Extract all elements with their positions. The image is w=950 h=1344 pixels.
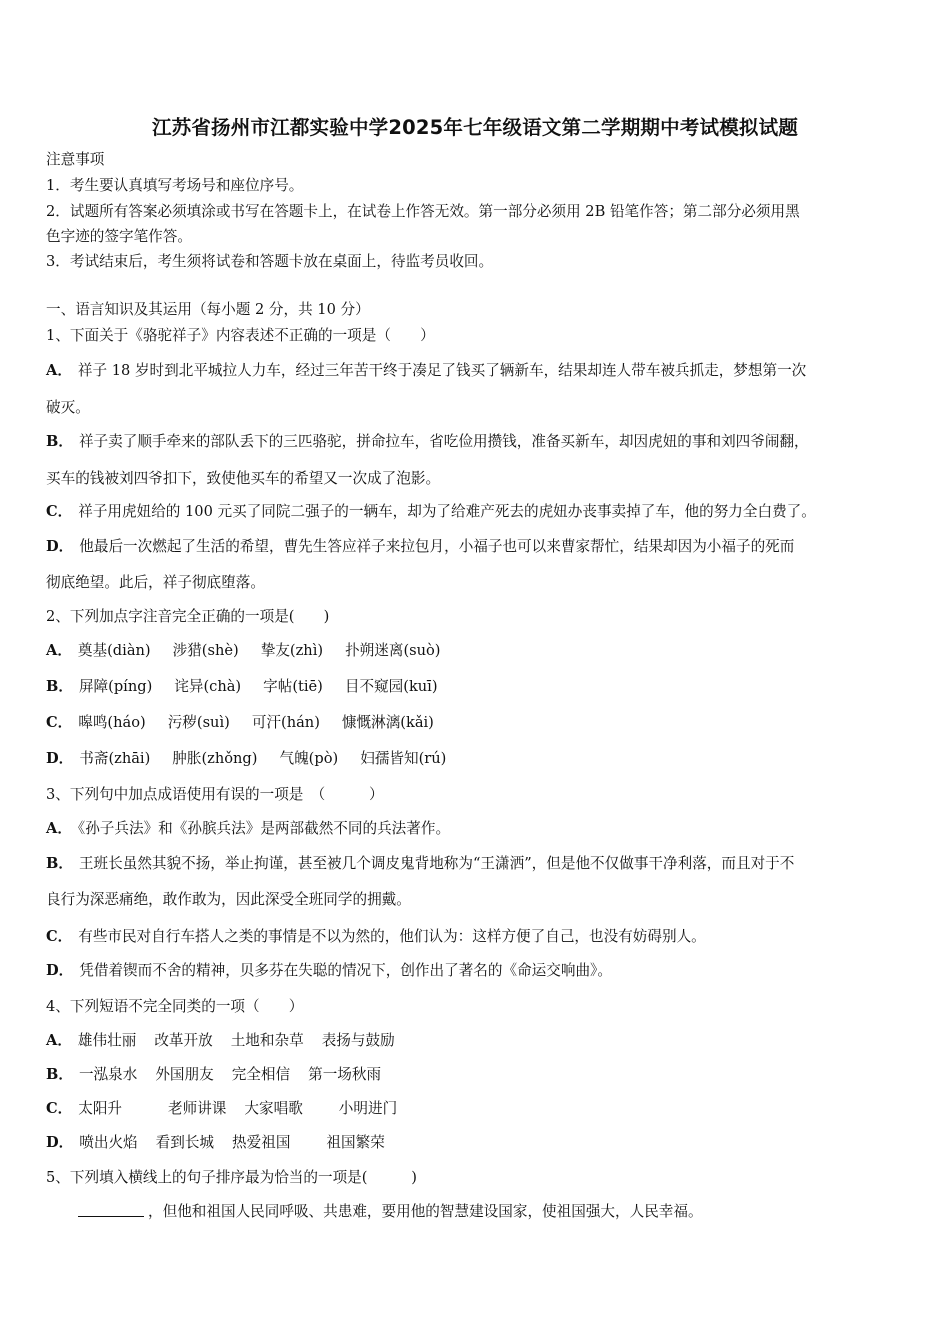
question-4-option-c: C． 太阳升 老师讲课 大家唱歌 小明进门 <box>46 1100 398 1117</box>
question-1-option-a: A． 祥子 18 岁时到北平城拉人力车，经过三年苦干终于凑足了钱买了辆新车，结果却连人带车被兵抓走，梦想第一次 <box>46 362 807 379</box>
question-5-stem: 5、下列填入横线上的句子排序最为恰当的一项是( ) <box>46 1169 417 1186</box>
question-1-option-a-cont: 破灭。 <box>46 399 90 416</box>
page-title: 江苏省扬州市江都实验中学2025年七年级语文第二学期期中考试模拟试题 <box>151 116 799 139</box>
question-1-option-c: C． 祥子用虎妞给的 100 元买了同院二强子的一辆车，却为了给难产死去的虎妞办丧事卖掉了车，他的努力全白费了。 <box>46 503 816 520</box>
notice-item: 2．试题所有答案必须填涂或书写在答题卡上，在试卷上作答无效。第一部分必须用 2B 铅笔作答；第二部分必须用黑 <box>46 203 800 220</box>
question-2-stem: 2、下列加点字注音完全正确的一项是( ) <box>46 608 330 625</box>
question-3-option-a: A． 《孙子兵法》和《孙膑兵法》是两部截然不同的兵法著作。 <box>46 820 451 837</box>
question-2-option-b: B． 屏障(píng) 诧异(chà) 字帖(tiē) 目不窥园(kuī) <box>46 678 438 695</box>
notice-item: 色字迹的签字笔作答。 <box>46 228 192 245</box>
question-3-option-b-cont: 良行为深恶痛绝，敢作敢为，因此深受全班同学的拥戴。 <box>46 891 411 908</box>
question-2-option-d: D． 书斋(zhāi) 肿胀(zhǒng) 气魄(pò) 妇孺皆知(rú) <box>46 750 447 767</box>
question-1-option-b-cont: 买车的钱被刘四爷扣下，致使他买车的希望又一次成了泡影。 <box>46 470 441 487</box>
question-4-option-b: B． 一泓泉水 外国朋友 完全相信 第一场秋雨 <box>46 1066 382 1083</box>
question-4-option-d: D． 喷出火焰 看到长城 热爱祖国 祖国繁荣 <box>46 1134 385 1151</box>
question-2-option-a: A． 奠基(diàn) 涉猎(shè) 挚友(zhì) 扑朔迷离(suò) <box>46 642 441 659</box>
question-1-option-b: B． 祥子卖了顺手牵来的部队丢下的三匹骆驼，拼命拉车，省吃俭用攒钱，准备买新车，却因虎妞的事和刘四爷闹翻， <box>46 433 809 450</box>
question-3-option-b: B． 王班长虽然其貌不扬，举止拘谨，甚至被几个调皮鬼背地称为“王潇洒”，但是他不仅做事干净利落，而且对于不 <box>46 855 795 872</box>
question-5-sentence: ，但他和祖国人民同呼吸、共患难，要用他的智慧建设国家，使祖国强大，人民幸福。 <box>78 1202 703 1222</box>
notice-item: 1．考生要认真填写考场号和座位序号。 <box>46 177 304 194</box>
question-4-option-a: A． 雄伟壮丽 改革开放 土地和杂草 表扬与鼓励 <box>46 1032 395 1049</box>
notice-heading: 注意事项 <box>46 151 105 168</box>
question-4-stem: 4、下列短语不完全同类的一项（ ） <box>46 998 304 1015</box>
question-1-option-d: D． 他最后一次燃起了生活的希望，曹先生答应祥子来拉包月，小福子也可以来曹家帮忙，结果却因为小福子的死而 <box>46 538 795 555</box>
question-1-option-d-cont: 彻底绝望。此后，祥子彻底堕落。 <box>46 574 265 591</box>
question-2-option-c: C． 嗥鸣(háo) 污秽(suì) 可汗(hán) 慷慨淋漓(kǎi) <box>46 714 434 731</box>
section-heading: 一、语言知识及其运用（每小题 2 分，共 10 分） <box>46 301 370 318</box>
question-3-option-d: D． 凭借着锲而不舍的精神，贝多芬在失聪的情况下，创作出了著名的《命运交响曲》。 <box>46 962 612 979</box>
answer-blank[interactable] <box>78 1202 144 1217</box>
notice-item: 3．考试结束后，考生须将试卷和答题卡放在桌面上，待监考员收回。 <box>46 253 494 270</box>
question-1-stem: 1、下面关于《骆驼祥子》内容表述不正确的一项是（ ） <box>46 327 435 344</box>
question-3-stem: 3、下列句中加点成语使用有误的一项是 （ ） <box>46 786 384 803</box>
question-3-option-c: C． 有些市民对自行车搭人之类的事情是不以为然的，他们认为：这样方便了自己，也没有妨碍别人。 <box>46 928 706 945</box>
